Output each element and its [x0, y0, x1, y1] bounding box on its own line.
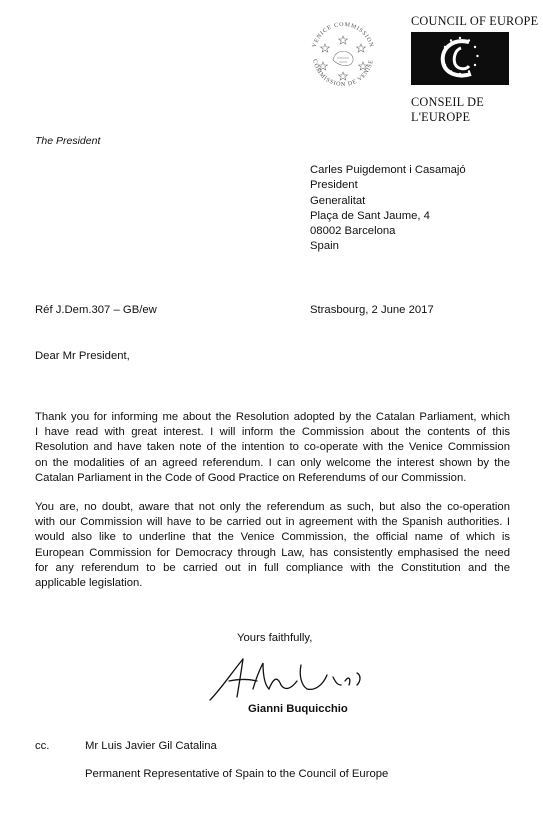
- council-of-europe-logo-icon: [411, 32, 509, 85]
- paragraph-line: would also like to underline that the Venice Commission, the official name of which is: [35, 531, 510, 544]
- closing: Yours faithfully,: [237, 632, 313, 644]
- address-line: 08002 Barcelona: [310, 225, 396, 238]
- reference-number: Réf J.Dem.307 – GB/ew: [35, 304, 157, 316]
- paragraph-line: on the modalities of an agreed referendum. I can only welcome the interest shown by the: [35, 456, 510, 469]
- body-paragraph-2: [35, 500, 510, 591]
- address-line: Generalitat: [310, 194, 366, 207]
- svg-text:COMMISSION DE VENISE: COMMISSION DE VENISE: [311, 58, 375, 89]
- body-paragraph-1: [35, 410, 510, 486]
- address-line: Spain: [310, 240, 339, 253]
- cc-label: cc.: [35, 740, 50, 752]
- address-line: Carles Puigdemont i Casamajó: [310, 164, 466, 176]
- paragraph-line: Catalan Parliament in the Code of Good Practice on Referendums of our Commission.: [35, 471, 467, 484]
- sender-title: The President: [35, 135, 101, 147]
- recipient-address: [310, 163, 466, 255]
- address-line: Plaça de Sant Jaume, 4: [310, 209, 430, 222]
- paragraph-line: applicable legislation.: [35, 577, 143, 590]
- paragraph-line: Thank you for informing me about the Resolution adopted by the Catalan Parliament, which: [35, 411, 510, 423]
- cc-role: Permanent Representative of Spain to the Council of Europe: [85, 768, 389, 780]
- paragraph-line: I have read with great interest. I will inform the Commission about the contents of this: [35, 426, 510, 439]
- salutation: Dear Mr President,: [35, 350, 130, 362]
- cc-name: Mr Luis Javier Gil Catalina: [85, 740, 217, 752]
- paragraph-line: for any referendum to be carried out in full compliance with the Constitution and the: [35, 561, 510, 574]
- paragraph-line: European Commission for Democracy through Law, has consistently emphasised the need: [35, 546, 510, 559]
- signer-name: Gianni Buquicchio: [248, 703, 348, 715]
- coe-name-english: COUNCIL OF EUROPE: [411, 14, 539, 28]
- handwritten-signature-icon: [205, 645, 390, 705]
- paragraph-line: Resolution and have taken note of the intention to co-operate with the Venice Commission: [35, 441, 510, 454]
- svg-text:VENICE COMMISSION: VENICE COMMISSION: [311, 21, 375, 49]
- address-line: President: [310, 179, 358, 192]
- paragraph-line: with our Commission will have to be carried out in agreement with the Spanish authorities. I: [35, 516, 510, 529]
- paragraph-line: You are, no doubt, aware that not only the referendum as such, but also the co-operation: [35, 501, 510, 513]
- coe-name-french: CONSEIL DE L'EUROPE: [411, 95, 484, 124]
- place-and-date: Strasbourg, 2 June 2017: [310, 304, 434, 316]
- venice-commission-seal-icon: [303, 14, 383, 94]
